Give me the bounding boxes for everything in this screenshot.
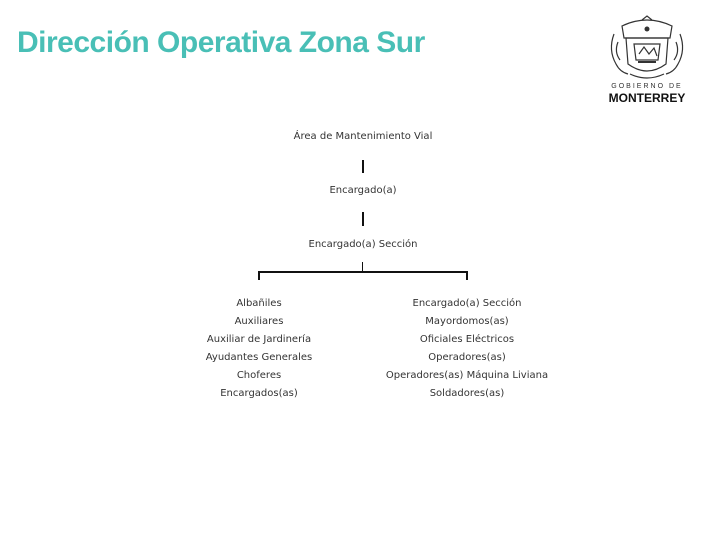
role-item-left: Encargados(as) xyxy=(220,388,298,399)
role-item-left: Auxiliar de Jardinería xyxy=(206,334,312,345)
role-item-right: Soldadores(as) xyxy=(429,388,505,399)
role-item-left: Ayudantes Generales xyxy=(205,352,313,363)
connector-line xyxy=(362,160,364,173)
role-item-right: Oficiales Eléctricos xyxy=(419,334,515,345)
logo-wordmark: MONTERREY xyxy=(608,91,686,105)
org-node-encargado-seccion: Encargado(a) Sección xyxy=(308,239,418,250)
role-item-left: Choferes xyxy=(236,370,282,381)
branch-line xyxy=(258,271,468,273)
role-item-left: Auxiliares xyxy=(234,316,284,327)
role-item-right: Operadores(as) Máquina Liviana xyxy=(385,370,549,381)
role-item-right: Operadores(as) xyxy=(428,352,506,363)
branch-drop-left xyxy=(258,271,260,280)
coat-of-arms-icon xyxy=(604,14,690,82)
role-item-left: Albañiles xyxy=(236,298,282,309)
page-title: Dirección Operativa Zona Sur xyxy=(17,26,425,59)
org-node-area: Área de Mantenimiento Vial xyxy=(293,131,433,142)
role-item-right: Mayordomos(as) xyxy=(425,316,509,327)
logo-subtitle: GOBIERNO DE xyxy=(611,83,683,90)
connector-line xyxy=(362,212,364,226)
branch-drop-right xyxy=(466,271,468,280)
monterrey-logo xyxy=(604,14,690,106)
role-item-right: Encargado(a) Sección xyxy=(412,298,522,309)
org-node-encargado: Encargado(a) xyxy=(329,185,397,196)
